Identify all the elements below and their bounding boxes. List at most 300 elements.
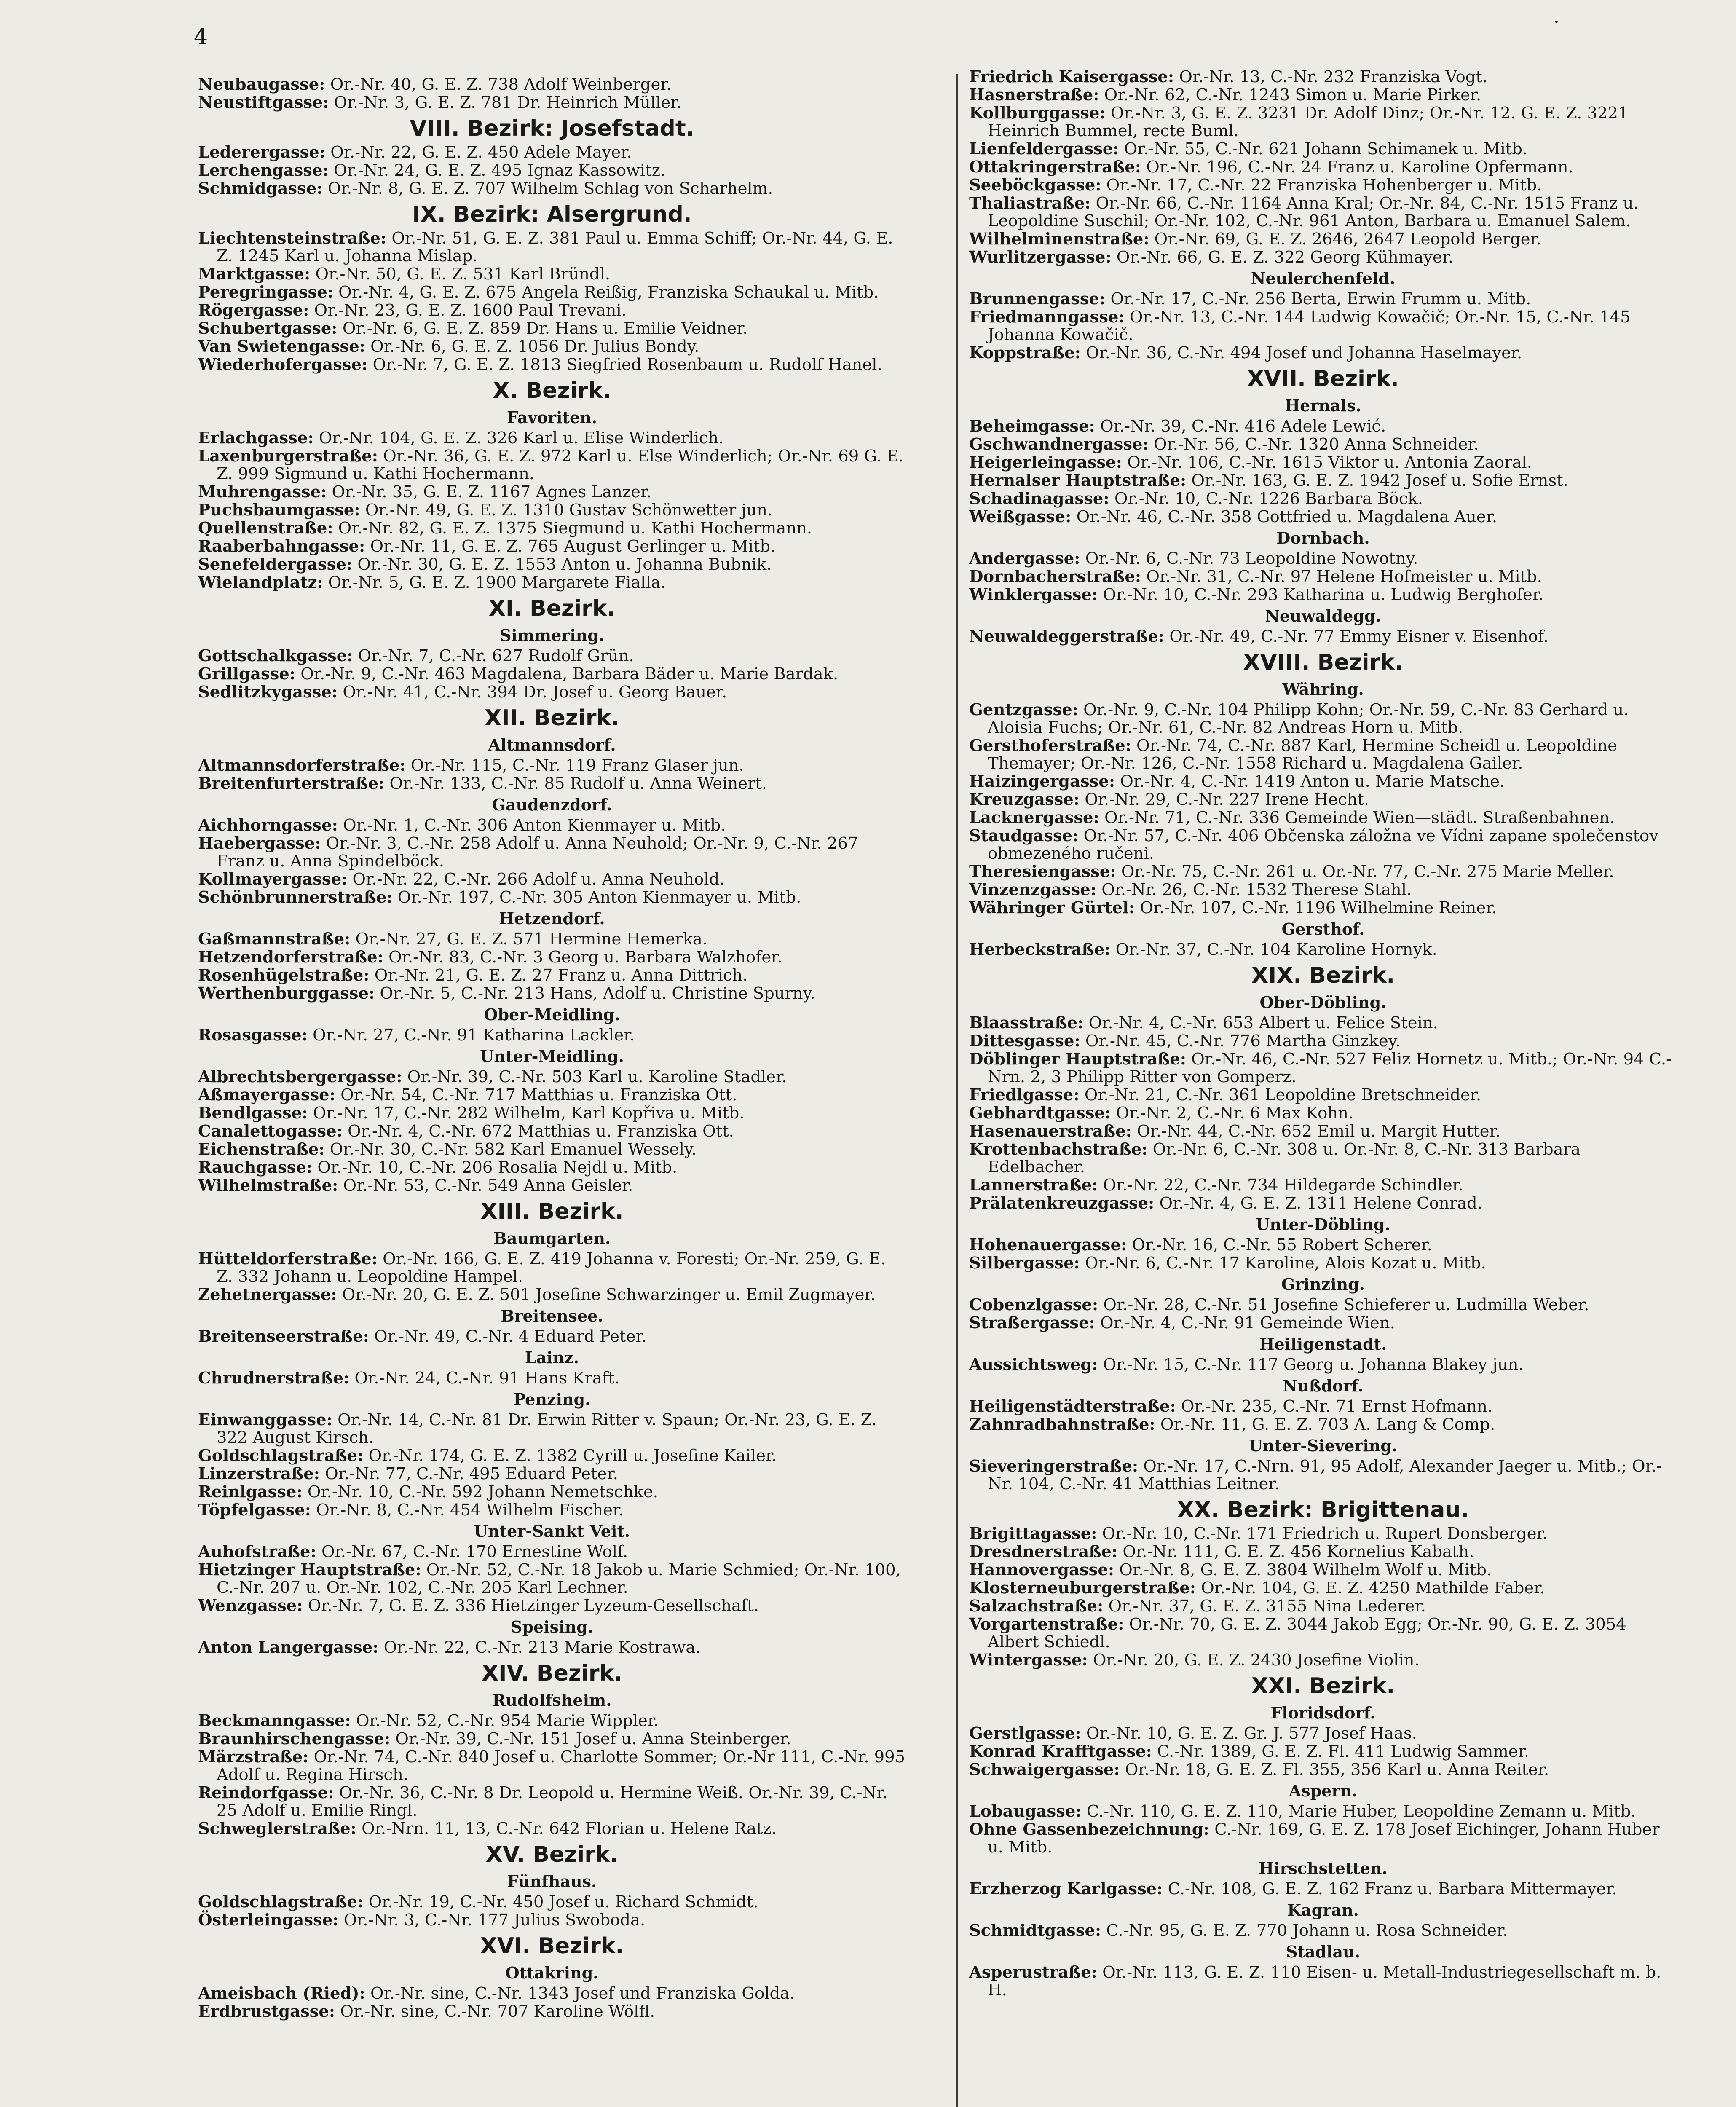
register-entry — [969, 1086, 1677, 1104]
street-name: Liechtensteinstraße: — [198, 229, 387, 248]
street-name: Seeböckgasse: — [969, 176, 1101, 195]
district-heading: XVII. Bezirk. — [1247, 366, 1399, 391]
entry-details: Or.-Nr. 22, G. E. Z. 450 Adele Mayer. — [325, 143, 632, 162]
entry-details: Or.-Nr. 4, C.-Nr. 1419 Anton u. Marie Matsche. — [1115, 772, 1505, 791]
register-entry — [969, 1177, 1677, 1194]
register-entry — [969, 140, 1677, 158]
street-name: Erlachgasse: — [198, 429, 314, 448]
register-entry — [198, 320, 906, 338]
street-name: Lacknergasse: — [969, 808, 1099, 827]
locality-heading: Währing. — [1282, 680, 1364, 699]
district-heading: XIX. Bezirk. — [1251, 963, 1395, 988]
register-entry — [969, 1314, 1677, 1332]
street-name: Weißgasse: — [969, 507, 1072, 526]
register-entry — [198, 647, 906, 665]
entry-details: Or.-Nr. 21, G. E. Z. 27 Franz u. Anna Dittrich. — [369, 966, 748, 985]
street-name: Töpfelgasse: — [198, 1501, 311, 1520]
street-name: Kollmayergasse: — [198, 870, 348, 889]
street-name: Wilhelmstraße: — [198, 1176, 338, 1195]
entry-details: Or.-Nr. 6, G. E. Z. 859 Dr. Hans u. Emilie Veidner. — [337, 319, 748, 338]
district-heading: XVI. Bezirk. — [480, 1933, 624, 1959]
entry-details: Or.-Nr. 71, C.-Nr. 336 Gemeinde Wien—städt. Straßenbahnen. — [1099, 808, 1615, 827]
entry-details: Or.-Nr. 7, G. E. Z. 336 Hietzinger Lyzeum-Gesellschaft. — [303, 1596, 759, 1615]
register-entry — [969, 472, 1677, 490]
entry-details: Or.-Nr. 56, C.-Nr. 1320 Anna Schneider. — [1148, 435, 1479, 454]
register-entry — [198, 1893, 906, 1911]
column-divider — [956, 74, 958, 2107]
street-name: Muhrengasse: — [198, 483, 327, 501]
entry-details: Or.-Nr. 36, C.-Nr. 8 Dr. Leopold u. Hermine Weiß. Or.-Nr. 39, C.-Nr. 25 Adolf u. Emilie Ringl. — [217, 1783, 888, 1820]
street-name: Wiederhofergasse: — [198, 355, 368, 374]
street-name: Schadinagasse: — [969, 489, 1109, 508]
register-entry — [969, 586, 1677, 604]
entry-details: Or.-Nr. sine, C.-Nr. 707 Karoline Wölfl. — [335, 2002, 655, 2021]
entry-details: Or.-Nr. 4, G. E. Z. 675 Angela Reißig, Franziska Schaukal u. Mitb. — [333, 283, 879, 302]
entry-details: Or.-Nr. 7, C.-Nr. 627 Rudolf Grün. — [353, 646, 634, 665]
register-entry — [198, 871, 906, 888]
street-name: Silbergasse: — [969, 1254, 1080, 1273]
register-entry — [198, 1820, 906, 1838]
register-entry — [198, 94, 906, 112]
entry-details: C.-Nr. 108, G. E. Z. 162 Franz u. Barbara Mittermayer. — [1163, 1879, 1617, 1898]
locality-heading: Unter-Sievering. — [1248, 1436, 1398, 1455]
entry-details: Or.-Nr. 44, C.-Nr. 652 Emil u. Margit Hutter. — [1131, 1122, 1500, 1141]
register-entry — [969, 1543, 1677, 1561]
register-entry — [969, 490, 1677, 508]
register-entry — [969, 1803, 1677, 1820]
register-entry — [969, 1651, 1677, 1669]
street-name: Brunnengasse: — [969, 290, 1106, 308]
entry-details: Or.-Nr. 74, C.-Nr. 887 Karl, Hermine Scheidl u. Leopoldine Themayer; Or.-Nr. 126, C.-Nr. 1558 Richard u. Magdalena Gailer. — [988, 736, 1618, 773]
entry-details: Or.-Nr. 82, G. E. Z. 1375 Siegmund u. Kathi Hochermann. — [333, 519, 812, 538]
locality-heading: Altmannsdorf. — [488, 735, 616, 754]
entry-details: Or.-Nr. 41, C.-Nr. 394 Dr. Josef u. Georg Bauer. — [338, 683, 727, 702]
entry-details: Or.-Nr. 39, C.-Nr. 151 Josef u. Anna Steinberger. — [390, 1729, 791, 1748]
locality-heading: Breitensee. — [501, 1306, 603, 1325]
entry-details: Or.-Nr. 17, C.-Nr. 282 Wilhelm, Karl Kopřiva u. Mitb. — [308, 1104, 745, 1123]
entry-details: Or.-Nr. 49, C.-Nr. 77 Emmy Eisner v. Eisenhof. — [1164, 627, 1549, 646]
left-column — [198, 76, 906, 2021]
entry-details: Or.-Nr. 7, G. E. Z. 1813 Siegfried Rosenbaum u. Rudolf Hanel. — [367, 355, 882, 374]
locality-heading: Neuwaldegg. — [1265, 606, 1381, 625]
register-entry — [969, 1743, 1677, 1761]
register-entry — [198, 284, 906, 301]
entry-details: C.-Nr. 1389, G. E. Z. Fl. 411 Ludwig Sammer. — [1152, 1742, 1530, 1761]
locality-heading: Neulerchenfeld. — [1251, 269, 1396, 288]
entry-details: Or.-Nr. 10, C.-Nr. 592 Johann Nemetschke. — [302, 1482, 658, 1501]
locality-heading: Unter-Meidling. — [480, 1047, 624, 1066]
street-name: Theresiengasse: — [969, 862, 1116, 881]
register-entry — [198, 1730, 906, 1748]
street-name: Aßmayergasse: — [198, 1086, 335, 1104]
street-name: Hernalser Hauptstraße: — [969, 471, 1187, 490]
right-column — [969, 68, 1677, 2000]
register-entry — [198, 1748, 906, 1784]
entry-details: Or.-Nr. 15, C.-Nr. 117 Georg u. Johanna Blakey jun. — [1098, 1355, 1524, 1374]
register-entry — [969, 899, 1677, 917]
entry-details: Or.-Nr. 1, C.-Nr. 306 Anton Kienmayer u. Mitb. — [338, 816, 726, 835]
street-name: Dornbacherstraße: — [969, 567, 1141, 586]
register-entry — [969, 249, 1677, 266]
entry-details: Or.-Nr. 10, C.-Nr. 293 Katharina u. Ludwig Berghofer. — [1098, 585, 1544, 604]
street-name: Marktgasse: — [198, 265, 311, 284]
entry-details: Or.-Nr. 111, G. E. Z. 456 Kornelius Kabath. — [1117, 1542, 1474, 1561]
street-name: Sedlitzkygasse: — [198, 683, 338, 702]
register-entry — [198, 230, 906, 265]
entry-details: Or.-Nr. 67, C.-Nr. 170 Ernestine Wolf. — [316, 1542, 628, 1561]
entry-details: Or.-Nr. 39, C.-Nr. 503 Karl u. Karoline Stadler. — [402, 1067, 787, 1086]
entry-details: Or.-Nr. 49, G. E. Z. 1310 Gustav Schönwetter jun. — [360, 501, 773, 520]
entry-details: Or.-Nr. 19, C.-Nr. 450 Josef u. Richard Schmidt. — [363, 1893, 758, 1911]
page-number: 4 — [194, 24, 208, 50]
locality-heading: Dornbach. — [1276, 528, 1370, 547]
entry-details: Or.-Nr. 16, C.-Nr. 55 Robert Scherer. — [1127, 1236, 1432, 1255]
entry-details: Or.-Nr. 8, C.-Nr. 454 Wilhelm Fischer. — [311, 1501, 624, 1520]
locality-heading: Ober-Meidling. — [484, 1005, 620, 1024]
entry-details: Or.-Nr. 52, C.-Nr. 954 Marie Wippler. — [351, 1711, 659, 1730]
entry-details: Or.-Nr. 27, G. E. Z. 571 Hermine Hemerka. — [350, 930, 708, 949]
register-entry — [969, 881, 1677, 899]
register-entry — [969, 941, 1677, 959]
street-name: Zehetnergasse: — [198, 1285, 337, 1304]
street-name: Haebergasse: — [198, 834, 321, 853]
street-name: Österleingasse: — [198, 1911, 339, 1930]
register-entry — [198, 1250, 906, 1286]
register-entry — [969, 1561, 1677, 1579]
register-entry — [969, 105, 1677, 140]
register-entry — [969, 290, 1677, 308]
entry-details: Or.-Nr. 104, G. E. Z. 4250 Mathilde Faber. — [1196, 1579, 1545, 1598]
register-entry — [198, 302, 906, 319]
entry-details: Or.-Nr. 50, G. E. Z. 531 Karl Bründl. — [310, 265, 611, 284]
street-name: Einwanggasse: — [198, 1410, 332, 1429]
register-entry — [969, 418, 1677, 435]
entry-details: Or.-Nr. 37, C.-Nr. 104 Karoline Hornyk. — [1110, 940, 1437, 959]
register-entry — [969, 86, 1677, 104]
street-name: Andergasse: — [969, 549, 1080, 568]
register-entry — [198, 1712, 906, 1730]
entry-details: Or.-Nr. 35, G. E. Z. 1167 Agnes Lanzer. — [327, 483, 652, 501]
locality-heading: Gersthof. — [1281, 919, 1365, 938]
register-entry — [969, 1296, 1677, 1314]
street-name: Kreuzgasse: — [969, 790, 1080, 809]
street-name: Schweglerstraße: — [198, 1819, 356, 1838]
street-name: Rauchgasse: — [198, 1158, 313, 1177]
entry-details: Or.-Nr. 6, G. E. Z. 1056 Dr. Julius Bondy. — [365, 337, 699, 356]
entry-details: Or.-Nr. 26, C.-Nr. 1532 Therese Stahl. — [1096, 880, 1412, 899]
register-entry — [969, 1141, 1677, 1176]
entry-details: Or.-Nr. 113, G. E. Z. 110 Eisen- u. Metall-Industriegesellschaft m. b. H. — [988, 1963, 1661, 2000]
entry-details: Or.-Nr. 14, C.-Nr. 81 Dr. Erwin Ritter v. Spaun; Or.-Nr. 23, G. E. Z. 322 August Kirsch. — [217, 1410, 877, 1447]
entry-details: Or.-Nr. 70, G. E. Z. 3044 Jakob Egg; Or.-Nr. 90, G. E. Z. 3054 Albert Schiedl. — [988, 1615, 1626, 1651]
register-entry — [969, 863, 1677, 881]
street-name: Neubaugasse: — [198, 75, 325, 94]
register-entry — [969, 1725, 1677, 1742]
entry-details: Or.-Nr. 23, G. E. Z. 1600 Paul Trevani. — [309, 301, 627, 320]
street-name: Braunhirschengasse: — [198, 1729, 391, 1748]
street-name: Zahnradbahnstraße: — [969, 1415, 1155, 1434]
entry-details: Or.-Nr. 18, G. E. Z. Fl. 355, 356 Karl u. Anna Reiter. — [1120, 1760, 1549, 1779]
register-entry — [198, 356, 906, 374]
register-entry — [198, 1465, 906, 1483]
register-entry — [969, 158, 1677, 176]
entry-details: Or.-Nr. 10, C.-Nr. 206 Rosalia Nejdl u. Mitb. — [312, 1158, 678, 1177]
register-entry — [198, 817, 906, 834]
street-name: Lerchengasse: — [198, 161, 329, 180]
entry-details: Or.-Nr. 30, C.-Nr. 582 Karl Emanuel Wessely. — [324, 1140, 697, 1159]
locality-heading: Favoriten. — [507, 408, 597, 427]
street-name: Aussichtsweg: — [969, 1355, 1098, 1374]
locality-heading: Ober-Döbling. — [1259, 993, 1387, 1012]
street-name: Schubertgasse: — [198, 319, 338, 338]
register-entry — [969, 1356, 1677, 1374]
locality-heading: Heiligenstadt. — [1259, 1335, 1387, 1354]
street-name: Hannovergasse: — [969, 1560, 1114, 1579]
entry-details: Or.-Nr. 66, C.-Nr. 1164 Anna Kral; Or.-Nr. 84, C.-Nr. 1515 Franz u. Leopoldine Suschil; Or.-Nr. 102, C.-Nr. 961 Anton, Barbara u. Emanuel Salem. — [988, 194, 1639, 231]
entry-details: Or.-Nr. 17, C.-Nr. 256 Berta, Erwin Frumm u. Mitb. — [1105, 290, 1531, 308]
street-name: Gebhardtgasse: — [969, 1104, 1111, 1123]
register-entry — [198, 2003, 906, 2021]
register-entry — [969, 1458, 1677, 1493]
locality-heading: Lainz. — [525, 1348, 579, 1367]
entry-details: Or.-Nr. 5, C.-Nr. 213 Hans, Adolf u. Christine Spurny. — [375, 984, 815, 1003]
register-entry — [969, 1014, 1677, 1032]
register-entry — [198, 1561, 906, 1597]
street-name: Sieveringerstraße: — [969, 1457, 1139, 1476]
entry-details: Or.-Nr. 69, G. E. Z. 2646, 2647 Leopold Berger. — [1149, 230, 1541, 249]
register-entry — [969, 1236, 1677, 1254]
entry-details: Or.-Nr. 2, C.-Nr. 6 Max Kohn. — [1111, 1104, 1354, 1123]
register-entry — [969, 1598, 1677, 1615]
register-entry — [198, 556, 906, 574]
register-entry — [198, 180, 906, 198]
district-heading: IX. Bezirk: Alsergrund. — [412, 202, 692, 227]
street-name: Goldschlagstraße: — [198, 1893, 364, 1911]
street-name: Ohne Gassenbezeichnung: — [969, 1820, 1210, 1839]
entry-details: Or.-Nr. 45, C.-Nr. 776 Martha Ginzkey. — [1080, 1032, 1401, 1051]
street-name: Senefeldergasse: — [198, 555, 353, 574]
register-entry — [198, 930, 906, 948]
register-entry — [198, 1123, 906, 1140]
entry-details: Or.-Nr. 22, C.-Nr. 213 Marie Kostrawa. — [378, 1638, 701, 1657]
register-entry — [198, 1483, 906, 1501]
register-entry — [969, 1051, 1677, 1086]
register-entry — [969, 568, 1677, 586]
street-name: Schmidgasse: — [198, 179, 323, 198]
street-name: Reindorfgasse: — [198, 1783, 334, 1802]
locality-heading: Rudolfsheim. — [492, 1691, 612, 1710]
register-entry — [198, 1411, 906, 1447]
entry-details: Or.-Nr. 17, C.-Nrn. 91, 95 Adolf, Alexander Jaeger u. Mitb.; Or.-Nr. 104, C.-Nr. 41 Matthias Leitner. — [988, 1457, 1662, 1493]
entry-details: Or.-Nr. 10, C.-Nr. 171 Friedrich u. Rupert Donsberger. — [1097, 1524, 1548, 1543]
locality-heading: Gaudenzdorf. — [492, 795, 612, 814]
entry-details: Or.-Nr. 27, C.-Nr. 91 Katharina Lackler. — [307, 1026, 635, 1045]
street-name: Döblinger Hauptstraße: — [969, 1050, 1186, 1069]
street-name: Hietzinger Hauptstraße: — [198, 1560, 421, 1579]
entry-details: Or.-Nr. 20, G. E. Z. 501 Josefine Schwarzinger u. Emil Zugmayer. — [337, 1285, 876, 1304]
street-name: Dittesgasse: — [969, 1032, 1080, 1051]
register-entry — [198, 1501, 906, 1519]
street-name: Beckmanngasse: — [198, 1711, 351, 1730]
register-entry — [969, 454, 1677, 472]
street-name: Asperustraße: — [969, 1963, 1097, 1982]
street-name: Heigerleingasse: — [969, 453, 1122, 472]
entry-details: Or.-Nr. 28, C.-Nr. 51 Josefine Schieferer u. Ludmilla Weber. — [1098, 1295, 1589, 1314]
street-name: Gschwandnergasse: — [969, 435, 1149, 454]
entry-details: Or.-Nr. 6, C.-Nr. 73 Leopoldine Nowotny. — [1080, 549, 1418, 568]
register-entry — [198, 1159, 906, 1177]
district-heading: XII. Bezirk. — [485, 705, 619, 731]
register-entry — [198, 538, 906, 555]
street-name: Krottenbachstraße: — [969, 1140, 1148, 1159]
street-name: Grillgasse: — [198, 665, 295, 684]
entry-details: Or.-Nr. 10, G. E. Z. Gr. J. 577 Josef Haas. — [1081, 1724, 1417, 1743]
register-entry — [198, 1328, 906, 1346]
entry-details: Or.-Nr. sine, C.-Nr. 1343 Josef und Franziska Golda. — [365, 1984, 795, 2003]
district-heading: XX. Bezirk: Brigittenau. — [1177, 1497, 1469, 1523]
entry-details: Or.-Nr. 4, C.-Nr. 653 Albert u. Felice Stein. — [1083, 1013, 1438, 1032]
street-name: Raaberbahngasse: — [198, 537, 365, 556]
street-name: Wintergasse: — [969, 1651, 1088, 1670]
register-entry — [969, 628, 1677, 646]
entry-details: Or.-Nr. 29, C.-Nr. 227 Irene Hecht. — [1080, 790, 1369, 809]
register-entry — [198, 967, 906, 984]
register-entry — [198, 448, 906, 483]
entry-details: Or.-Nr. 8, G. E. Z. 707 Wilhelm Schlag von Scharhelm. — [322, 179, 773, 198]
register-entry — [969, 1416, 1677, 1434]
entry-details: Or.-Nr. 3, G. E. Z. 3231 Dr. Adolf Dinz; Or.-Nr. 12. G. E. Z. 3221 Heinrich Bummel, recte Buml. — [988, 104, 1629, 140]
street-name: Chrudnerstraße: — [198, 1369, 350, 1388]
print-mark: • — [1554, 17, 1559, 27]
entry-details: Or.-Nr. 6, C.-Nr. 308 u. Or.-Nr. 8, C.-Nr. 313 Barbara Edelbacher. — [988, 1140, 1581, 1177]
register-entry — [969, 1195, 1677, 1212]
entry-details: C.-Nr. 169, G. E. Z. 178 Josef Eichinger, Johann Huber u. Mitb. — [988, 1820, 1660, 1857]
district-heading: XIV. Bezirk. — [482, 1661, 622, 1686]
register-entry — [198, 757, 906, 775]
entry-details: Or.-Nr. 49, C.-Nr. 4 Eduard Peter. — [369, 1327, 647, 1346]
entry-details: Or.-Nr. 30, G. E. Z. 1553 Anton u. Johanna Bubnik. — [352, 555, 772, 574]
register-entry — [198, 338, 906, 356]
register-entry — [969, 344, 1677, 362]
locality-heading: Hirschstetten. — [1259, 1859, 1388, 1878]
register-entry — [969, 508, 1677, 526]
register-entry — [969, 1104, 1677, 1122]
locality-heading: Nußdorf. — [1283, 1376, 1364, 1395]
street-name: Währinger Gürtel: — [969, 898, 1135, 917]
street-name: Gottschalkgasse: — [198, 646, 353, 665]
register-entry — [969, 827, 1677, 863]
register-entry — [198, 265, 906, 283]
locality-heading: Hetzendorf. — [499, 909, 605, 928]
entry-details: Or.-Nr. 4, C.-Nr. 91 Gemeinde Wien. — [1095, 1314, 1395, 1332]
entry-details: Or.-Nr. 31, C.-Nr. 97 Helene Hofmeister u. Mitb. — [1141, 567, 1542, 586]
register-entry — [969, 809, 1677, 827]
entry-details: Or.-Nr. 9, C.-Nr. 463 Magdalena, Barbara Bäder u. Marie Bardak. — [295, 665, 839, 684]
register-entry — [969, 1398, 1677, 1415]
register-entry — [969, 1616, 1677, 1651]
register-entry — [198, 162, 906, 180]
street-name: Hohenauergasse: — [969, 1236, 1127, 1255]
street-name: Wielandplatz: — [198, 573, 323, 592]
street-name: Thaliastraße: — [969, 194, 1091, 213]
district-heading: XI. Bezirk. — [488, 596, 616, 621]
street-name: Friedrich Kaisergasse: — [969, 67, 1174, 86]
register-entry — [198, 1639, 906, 1657]
register-entry — [198, 1911, 906, 1929]
street-name: Friedlgasse: — [969, 1086, 1080, 1104]
register-entry — [198, 1597, 906, 1615]
register-entry — [198, 684, 906, 701]
register-entry — [198, 429, 906, 447]
street-name: Schmidtgasse: — [969, 1921, 1101, 1940]
entry-details: Or.-Nrn. 11, 13, C.-Nr. 642 Florian u. Helene Ratz. — [356, 1819, 777, 1838]
street-name: Ameisbach (Ried): — [198, 1984, 365, 2003]
street-name: Albrechtsbergergasse: — [198, 1067, 402, 1086]
entry-details: Or.-Nr. 83, C.-Nr. 3 Georg u. Barbara Walzhofer. — [383, 948, 782, 967]
street-name: Konrad Krafftgasse: — [969, 1742, 1152, 1761]
entry-details: Or.-Nr. 6, C.-Nr. 17 Karoline, Alois Kozat u. Mitb. — [1080, 1254, 1486, 1273]
entry-details: Or.-Nr. 62, C.-Nr. 1243 Simon u. Marie Pirker. — [1099, 86, 1481, 105]
entry-details: Or.-Nr. 104, G. E. Z. 326 Karl u. Elise Winderlich. — [313, 429, 724, 448]
street-name: Lederergasse: — [198, 143, 325, 162]
register-entry — [198, 574, 906, 592]
street-name: Schwaigergasse: — [969, 1760, 1120, 1779]
street-name: Wenzgasse: — [198, 1596, 303, 1615]
register-entry — [198, 1104, 906, 1122]
register-entry — [969, 791, 1677, 809]
entry-details: Or.-Nr. 10, C.-Nr. 1226 Barbara Böck. — [1109, 489, 1423, 508]
register-entry — [969, 177, 1677, 194]
street-name: Herbeckstraße: — [969, 940, 1111, 959]
register-entry — [198, 889, 906, 906]
register-entry — [969, 701, 1677, 737]
entry-details: Or.-Nr. 52, C.-Nr. 18 Jakob u. Marie Schmied; Or.-Nr. 100, C.-Nr. 207 u. Or.-Nr. 102, C.-Nr. 205 Karl Lechner. — [217, 1560, 901, 1597]
locality-heading: Hernals. — [1285, 396, 1361, 415]
entry-details: Or.-Nr. 115, C.-Nr. 119 Franz Glaser jun. — [405, 756, 744, 775]
entry-details: Or.-Nr. 24, G. E. Z. 495 Ignaz Kassowitz. — [328, 161, 666, 180]
locality-heading: Fünfhaus. — [507, 1872, 597, 1891]
register-entry — [198, 1447, 906, 1465]
street-name: Van Swietengasse: — [198, 337, 365, 356]
register-entry — [969, 308, 1677, 344]
entry-details: Or.-Nr. 3, G. E. Z. 781 Dr. Heinrich Müller. — [329, 93, 682, 112]
street-name: Heiligenstädterstraße: — [969, 1397, 1176, 1416]
locality-heading: Unter-Döbling. — [1256, 1215, 1390, 1234]
register-entry — [969, 1032, 1677, 1050]
register-entry — [969, 1123, 1677, 1140]
street-name: Canalettogasse: — [198, 1122, 343, 1141]
register-entry — [198, 1985, 906, 2002]
entry-details: Or.-Nr. 21, C.-Nr. 361 Leopoldine Bretschneider. — [1079, 1086, 1481, 1104]
entry-details: Or.-Nr. 5, G. E. Z. 1900 Margarete Fialla. — [323, 573, 666, 592]
entry-details: Or.-Nr. 37, G. E. Z. 3155 Nina Lederer. — [1103, 1597, 1426, 1616]
register-entry — [969, 1255, 1677, 1272]
street-name: Werthenburggasse: — [198, 984, 375, 1003]
register-entry — [198, 1027, 906, 1044]
locality-heading: Aspern. — [1289, 1781, 1358, 1800]
register-entry — [198, 985, 906, 1003]
entry-details: Or.-Nr. 3, C.-Nr. 177 Julius Swoboda. — [338, 1911, 646, 1930]
street-name: Cobenzlgasse: — [969, 1295, 1098, 1314]
register-entry — [198, 144, 906, 161]
entry-details: Or.-Nr. 4, C.-Nr. 672 Matthias u. Franziska Ott. — [342, 1122, 734, 1141]
street-name: Straßergasse: — [969, 1314, 1095, 1332]
street-name: Ottakringerstraße: — [969, 158, 1141, 177]
entry-details: Or.-Nr. 13, C.-Nr. 232 Franziska Vogt. — [1174, 67, 1488, 86]
entry-details: Or.-Nr. 17, C.-Nr. 22 Franziska Hohenberger u. Mitb. — [1101, 176, 1542, 195]
street-name: Winklergasse: — [969, 585, 1098, 604]
entry-details: Or.-Nr. 235, C.-Nr. 71 Ernst Hofmann. — [1176, 1397, 1493, 1416]
